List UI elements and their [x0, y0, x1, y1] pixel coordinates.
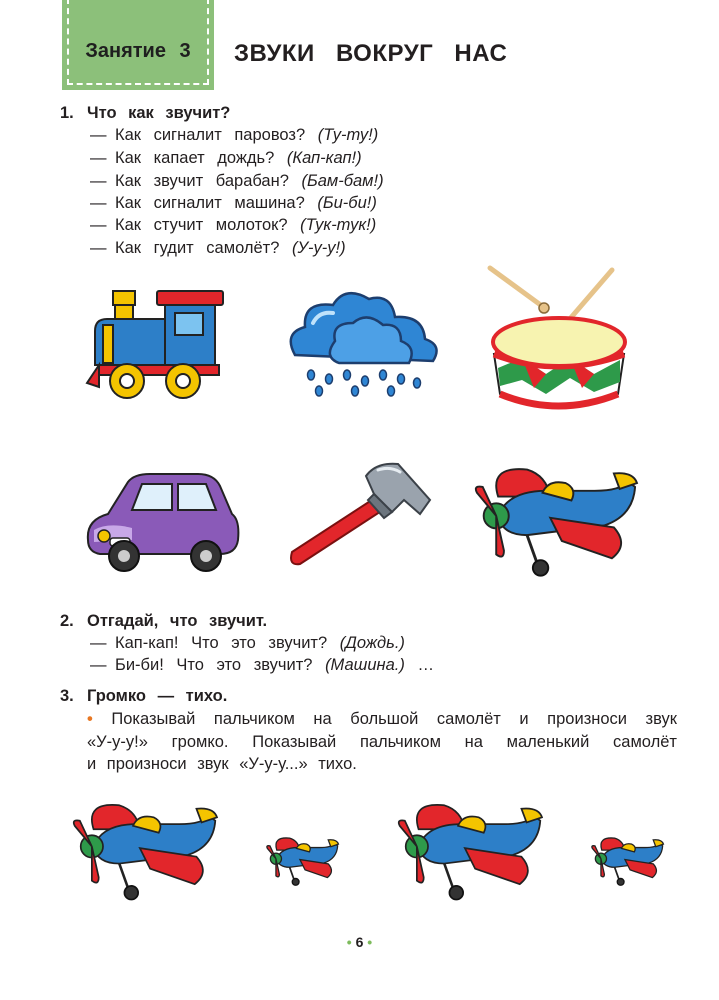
car-illustration	[80, 470, 245, 575]
airplane-illustration	[466, 458, 646, 593]
section-1-title: Что как звучит?	[87, 104, 231, 122]
big-airplane-illustration	[385, 795, 555, 915]
section-1-number: 1.	[60, 104, 74, 122]
section-2-number: 2.	[60, 612, 74, 630]
page-number	[0, 934, 719, 950]
question-line: — Как звучит барабан? (Бам-бам!)	[90, 172, 384, 190]
section-3-heading	[60, 687, 227, 706]
instruction-text: «У-у-у!» громко. Показывай пальчиком на маленький самолёт	[87, 733, 677, 751]
page-dot-left: •	[346, 934, 352, 950]
answer-text: (Бам-бам!)	[301, 172, 384, 190]
lesson-label: Занятие 3	[85, 40, 191, 62]
instruction-text: Показывай пальчиком на большой самолёт и произноси звук	[111, 710, 677, 728]
page-title: ЗВУКИ ВОКРУГ НАС	[234, 40, 508, 67]
page-number-value: 6	[355, 934, 364, 950]
section-1-heading	[60, 104, 230, 123]
big-airplane-illustration	[60, 795, 230, 915]
lesson-tab	[62, 0, 214, 90]
riddle-answer: (Машина.)	[325, 656, 405, 674]
riddle-line: — Би-би! Что это звучит? (Машина.) …	[90, 656, 434, 674]
instruction-text: и произноси звук «У-у-у...» тихо.	[87, 755, 357, 773]
question-text: Как капает дождь?	[115, 149, 275, 167]
drum-illustration	[486, 262, 631, 420]
orange-bullet: •	[87, 710, 93, 728]
riddle-text: Кап-кап! Что это звучит?	[115, 634, 328, 652]
instruction-line	[87, 753, 677, 776]
question-text: Как стучит молоток?	[115, 216, 288, 234]
riddle-line: — Кап-кап! Что это звучит? (Дождь.)	[90, 634, 405, 652]
section-2-heading	[60, 612, 267, 631]
section-2-title: Отгадай, что звучит.	[87, 612, 268, 630]
section-3-title: Громко — тихо.	[87, 687, 228, 705]
answer-text: (Ту-ту!)	[317, 126, 379, 144]
riddle-answer: (Дождь.)	[339, 634, 405, 652]
question-text: Как гудит самолёт?	[115, 239, 280, 257]
answer-text: (Тук-тук!)	[300, 216, 377, 234]
section-3-number: 3.	[60, 687, 74, 705]
question-text: Как звучит барабан?	[115, 172, 289, 190]
question-line: — Как стучит молоток? (Тук-тук!)	[90, 216, 377, 234]
question-line: — Как сигналит машина? (Би-би!)	[90, 194, 377, 212]
instruction-line	[87, 708, 677, 731]
ellipsis: …	[417, 656, 434, 674]
question-line: — Как гудит самолёт? (У-у-у!)	[90, 239, 346, 257]
hammer-illustration	[280, 456, 435, 571]
page-dot-right: •	[367, 934, 373, 950]
small-airplane-illustration	[585, 833, 670, 893]
train-illustration	[85, 283, 225, 408]
riddle-text: Би-би! Что это звучит?	[115, 656, 313, 674]
answer-text: (У-у-у!)	[292, 239, 346, 257]
instruction-line	[87, 731, 677, 754]
rain-cloud-illustration	[283, 283, 443, 398]
answer-text: (Би-би!)	[317, 194, 377, 212]
question-text: Как сигналит паровоз?	[115, 126, 306, 144]
question-text: Как сигналит машина?	[115, 194, 305, 212]
answer-text: (Кап-кап!)	[286, 149, 362, 167]
question-line: — Как сигналит паровоз? (Ту-ту!)	[90, 126, 379, 144]
small-airplane-illustration	[260, 833, 345, 893]
question-line: — Как капает дождь? (Кап-кап!)	[90, 149, 362, 167]
